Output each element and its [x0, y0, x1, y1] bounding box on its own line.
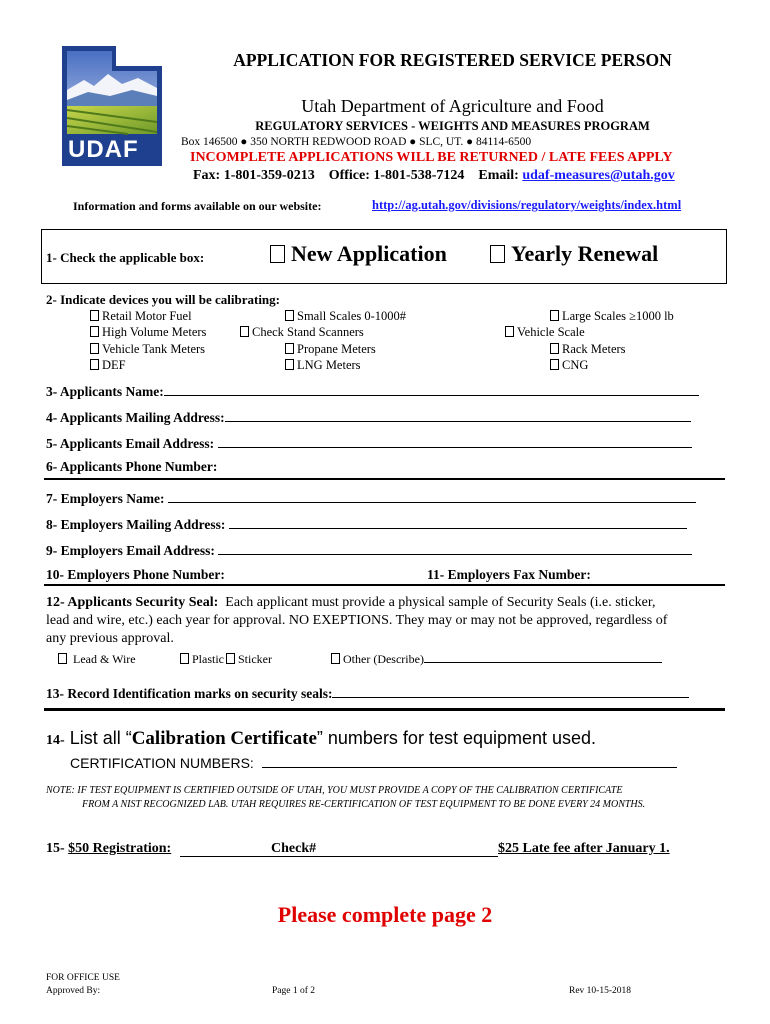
checkbox[interactable]	[90, 343, 99, 354]
checkbox[interactable]	[58, 653, 67, 664]
employer-email-field[interactable]: 9- Employers Email Address:	[46, 541, 692, 559]
device-large-scales[interactable]: Large Scales ≥1000 lb	[550, 309, 674, 324]
employer-email-line[interactable]	[218, 541, 692, 555]
device-vehicle-tank-meters[interactable]: Vehicle Tank Meters	[90, 342, 205, 357]
website-info-label: Information and forms available on our website:	[73, 199, 322, 213]
checkbox[interactable]	[240, 326, 249, 337]
seal-sticker[interactable]: Sticker	[226, 652, 272, 667]
seal-other-line[interactable]	[424, 652, 662, 663]
device-retail-motor-fuel[interactable]: Retail Motor Fuel	[90, 309, 192, 324]
checkbox[interactable]	[285, 359, 294, 370]
applicant-name-line[interactable]	[164, 382, 699, 396]
udaf-logo	[58, 44, 166, 168]
checkbox[interactable]	[550, 343, 559, 354]
late-fee-warning: INCOMPLETE APPLICATIONS WILL BE RETURNED / LATE FEES APPLY	[190, 150, 673, 165]
website-link[interactable]: http://ag.utah.gov/divisions/regulatory/weights/index.html	[372, 198, 682, 212]
record-marks-field[interactable]: 13- Record Identification marks on security seals:	[46, 684, 689, 702]
security-seal-text-2: lead and wire, etc.) each year for approval. NO EXEPTIONS. They may or may not be approved, regardless of	[46, 613, 668, 628]
page-number: Page 1 of 2	[272, 986, 316, 996]
checkbox[interactable]	[90, 326, 99, 337]
applicant-email-line[interactable]	[218, 434, 692, 448]
certification-numbers-line[interactable]	[262, 754, 677, 768]
contact-line	[193, 168, 675, 184]
employer-address-field[interactable]: 8- Employers Mailing Address:	[46, 515, 687, 533]
device-def[interactable]: DEF	[90, 358, 126, 373]
calibration-heading: 14- List all “Calibration Certificate” numbers for test equipment used.	[46, 728, 597, 749]
registration-fee: $50 Registration:	[68, 841, 172, 856]
checkbox[interactable]	[331, 653, 340, 664]
late-fee-notice: $25 Late fee after January 1.	[498, 841, 670, 856]
seal-other[interactable]: Other (Describe)	[331, 652, 662, 667]
q2-label: 2- Indicate devices you will be calibrating:	[46, 292, 280, 307]
form-title: APPLICATION FOR REGISTERED SERVICE PERSON	[233, 50, 672, 70]
office-use-label: FOR OFFICE USE	[46, 973, 120, 983]
applicant-name-field[interactable]: 3- Applicants Name:	[46, 382, 699, 400]
yearly-renewal-label: Yearly Renewal	[511, 241, 659, 266]
registration-fee-row: 15- $50 Registration:	[46, 841, 172, 856]
employer-name-field[interactable]: 7- Employers Name:	[46, 489, 696, 507]
device-rack-meters[interactable]: Rack Meters	[550, 342, 626, 357]
employer-phone-field: 10- Employers Phone Number:	[46, 567, 225, 582]
employer-fax-field: 11- Employers Fax Number:	[427, 567, 591, 582]
complete-page-2-notice: Please complete page 2	[277, 902, 493, 927]
device-high-volume-meters[interactable]: High Volume Meters	[90, 325, 206, 340]
department-name: Utah Department of Agriculture and Food	[301, 96, 604, 116]
security-seal-text-3: any previous approval.	[46, 631, 174, 646]
q1-label: 1- Check the applicable box:	[46, 250, 205, 265]
section-divider	[44, 478, 725, 480]
checkbox[interactable]	[550, 310, 559, 321]
device-propane-meters[interactable]: Propane Meters	[285, 342, 376, 357]
section-divider	[44, 584, 725, 586]
fax-number: Fax: 1-801-359-0213	[193, 168, 315, 183]
applicant-address-field[interactable]: 4- Applicants Mailing Address:	[46, 408, 691, 426]
fee-underline	[180, 856, 498, 857]
seal-lead-wire[interactable]: Lead & Wire	[58, 652, 136, 667]
office-number: Office: 1-801-538-7124	[328, 168, 465, 183]
yearly-renewal-checkbox[interactable]	[490, 245, 505, 263]
checkbox[interactable]	[90, 310, 99, 321]
checkbox[interactable]	[550, 359, 559, 370]
logo-text: UDAF	[68, 136, 139, 163]
mailing-address: Box 146500 ● 350 NORTH REDWOOD ROAD ● SLC, UT. ● 84114-6500	[181, 136, 532, 148]
program-name: REGULATORY SERVICES - WEIGHTS AND MEASURES PROGRAM	[255, 119, 650, 133]
employer-name-line[interactable]	[168, 489, 696, 503]
note-line-1: NOTE: IF TEST EQUIPMENT IS CERTIFIED OUTSIDE OF UTAH, YOU MUST PROVIDE A COPY OF THE CALIBRATION CERTIFICATE	[46, 785, 623, 796]
revision-date: Rev 10-15-2018	[569, 986, 632, 996]
new-application-label: New Application	[291, 241, 447, 266]
approved-by-label: Approved By:	[46, 986, 101, 996]
certification-numbers-field[interactable]: CERTIFICATION NUMBERS:	[70, 754, 677, 771]
employer-address-line[interactable]	[229, 515, 687, 529]
note-line-2: FROM A NIST RECOGNIZED LAB. UTAH REQUIRES RE-CERTIFICATION OF TEST EQUIPMENT TO BE DONE EVERY 24 MONTHS.	[82, 799, 646, 810]
q12-label: 12- Applicants Security Seal:	[46, 595, 219, 610]
email-link[interactable]: udaf-measures@utah.gov	[522, 168, 675, 183]
check-number-label: Check#	[271, 841, 317, 856]
device-vehicle-scale[interactable]: Vehicle Scale	[505, 325, 585, 340]
checkbox[interactable]	[90, 359, 99, 370]
checkbox[interactable]	[180, 653, 189, 664]
applicant-address-line[interactable]	[225, 408, 691, 422]
checkbox[interactable]	[285, 343, 294, 354]
device-small-scales[interactable]: Small Scales 0-1000#	[285, 309, 406, 324]
seal-plastic[interactable]: Plastic	[180, 652, 224, 667]
email-label: Email:	[478, 168, 519, 183]
section-divider-thick	[44, 708, 725, 711]
checkbox[interactable]	[285, 310, 294, 321]
applicant-phone-field: 6- Applicants Phone Number:	[46, 459, 218, 474]
device-check-stand-scanners[interactable]: Check Stand Scanners	[240, 325, 364, 340]
new-application-option[interactable]	[270, 241, 447, 267]
checkbox[interactable]	[505, 326, 514, 337]
device-lng-meters[interactable]: LNG Meters	[285, 358, 361, 373]
new-application-checkbox[interactable]	[270, 245, 285, 263]
security-seal-text-1: 12- Applicants Security Seal: Each applicant must provide a physical sample of Security Seals (i.e. sticker,	[46, 595, 656, 610]
device-cng[interactable]: CNG	[550, 358, 588, 373]
record-marks-line[interactable]	[332, 684, 689, 698]
applicant-email-field[interactable]: 5- Applicants Email Address:	[46, 434, 692, 452]
yearly-renewal-option[interactable]	[490, 241, 658, 267]
checkbox[interactable]	[226, 653, 235, 664]
